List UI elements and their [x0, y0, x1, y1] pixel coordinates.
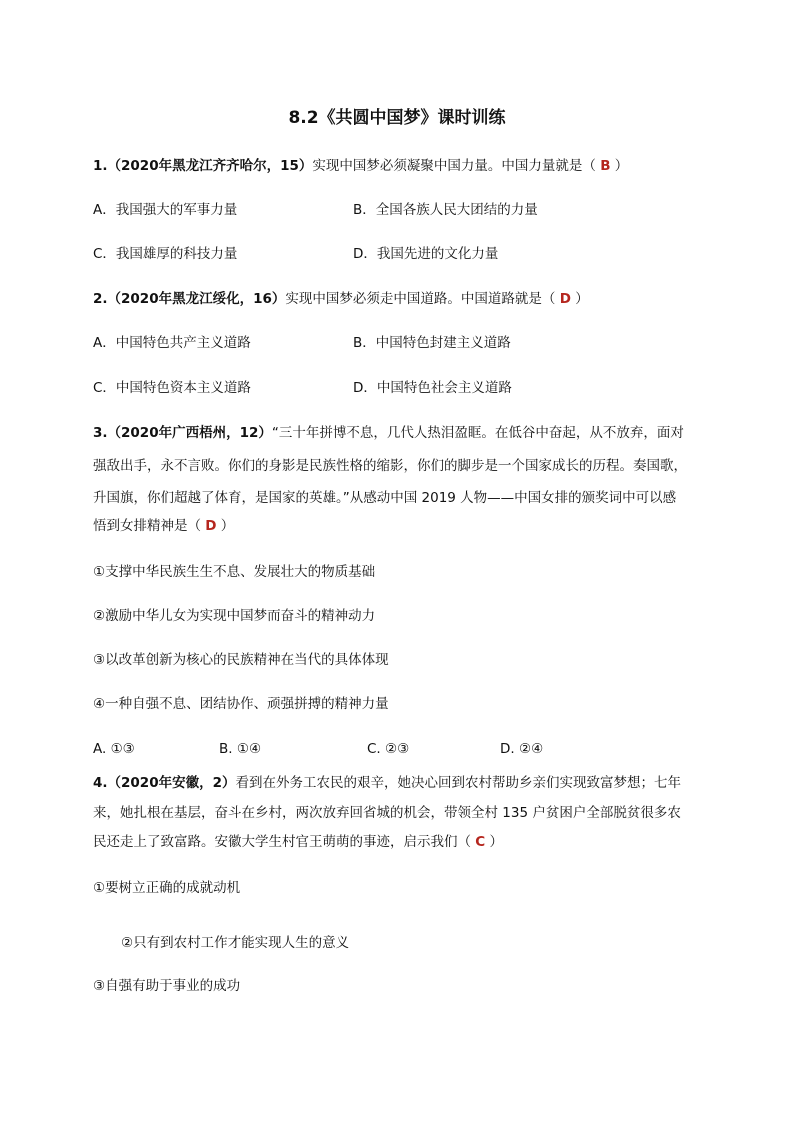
question-1-answer: B: [600, 158, 611, 174]
question-3-statement-3: ③以改革创新为核心的民族精神在当代的具体体现: [93, 652, 389, 668]
question-3-statement-1: ①支撑中华民族生生不息、发展壮大的物质基础: [93, 564, 376, 580]
question-2-option-c: C．中国特色资本主义道路: [93, 380, 251, 396]
question-3-statement-2: ②激励中华儿女为实现中国梦而奋斗的精神动力: [93, 608, 376, 624]
question-1-text: 实现中国梦必须凝聚中国力量。中国力量就是（: [312, 158, 601, 174]
question-1-option-a: A．我国强大的军事力量: [93, 202, 238, 218]
question-2-answer: D: [559, 291, 571, 307]
question-3-source: 3.（2020年广西梧州，12）: [93, 425, 272, 441]
page-title: 8.2《共圆中国梦》课时训练: [288, 108, 506, 128]
question-3-line-3: 升国旗，你们超越了体育，是国家的英雄。”从感动中国 2019 人物——中国女排的颁奖词中可以感: [93, 490, 677, 506]
question-3-line-1: 3.（2020年广西梧州，12）“三十年拼博不息，几代人热泪盈眶。在低谷中奋起，从不放弃，面对: [93, 425, 684, 441]
question-4-line-2: 来，她扎根在基层，奋斗在乡村，两次放弃回省城的机会，带领全村 135 户贫困户全部脱贫很多农: [93, 805, 681, 821]
question-4-answer: C: [475, 834, 486, 850]
question-2-source: 2.（2020年黑龙江绥化，16）: [93, 291, 286, 307]
question-3-statement-4: ④一种自强不息、团结协作、顽强拼搏的精神力量: [93, 696, 389, 712]
question-4-line-3: 民还走上了致富路。安徽大学生村官王萌萌的事迹，启示我们（ C ）: [93, 834, 504, 850]
question-1-option-b: B．全国各族人民大团结的力量: [353, 202, 538, 218]
question-1-option-d: D．我国先进的文化力量: [353, 246, 499, 262]
question-4-statement-1: ①要树立正确的成就动机: [93, 880, 241, 896]
question-2-option-b: B．中国特色封建主义道路: [353, 335, 511, 351]
question-4-statement-3: ③自强有助于事业的成功: [93, 978, 241, 994]
question-4-statement-2: ②只有到农村工作才能实现人生的意义: [121, 935, 350, 951]
question-3-option-d: D. ②④: [500, 741, 544, 757]
question-2-option-d: D．中国特色社会主义道路: [353, 380, 512, 396]
question-4-line-1: 4.（2020年安徽，2）看到在外务工农民的艰辛，她决心回到农村帮助乡亲们实现致富梦想；七年: [93, 775, 681, 791]
question-4-source: 4.（2020年安徽，2）: [93, 775, 236, 791]
question-2-option-a: A．中国特色共产主义道路: [93, 335, 251, 351]
question-1-source: 1.（2020年黑龙江齐齐哈尔，15）: [93, 158, 313, 174]
question-3-option-a: A. ①③: [93, 741, 135, 757]
question-2-text: 实现中国梦必须走中国道路。中国道路就是（: [285, 291, 560, 307]
question-2-stem: 2.（2020年黑龙江绥化，16）实现中国梦必须走中国道路。中国道路就是（ D ）: [93, 291, 589, 307]
question-3-option-c: C. ②③: [367, 741, 410, 757]
question-3-option-b: B. ①④: [219, 741, 262, 757]
question-1-option-c: C．我国雄厚的科技力量: [93, 246, 238, 262]
question-3-line-4: 悟到女排精神是（ D ）: [93, 518, 235, 534]
question-1-stem: 1.（2020年黑龙江齐齐哈尔，15）实现中国梦必须凝聚中国力量。中国力量就是（ B ）: [93, 158, 629, 174]
question-3-answer: D: [205, 518, 217, 534]
question-3-line-2: 强敌出手，永不言败。你们的身影是民族性格的缩影，你们的脚步是一个国家成长的历程。奏国歌，: [93, 458, 687, 474]
